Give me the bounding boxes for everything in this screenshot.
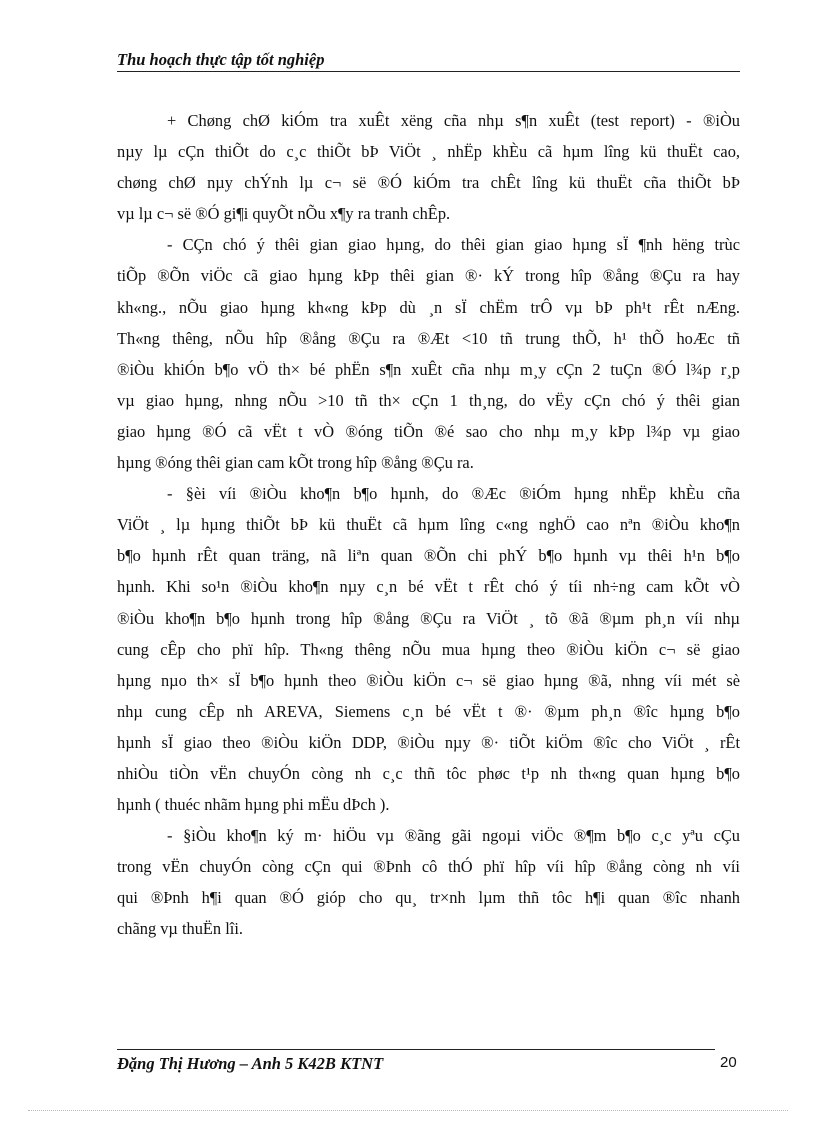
paragraph-packing — [117, 820, 740, 944]
text-line: ViÖt ¸ lµ hµng thiÕt bÞ kü thuËt cã hµm lîng c«ng nghÖ cao nªn ®iÒu kho¶n — [117, 515, 740, 535]
page-number: 20 — [720, 1054, 737, 1071]
paragraph-test-report — [117, 105, 740, 229]
text-line: b¶o hµnh rÊt quan träng, nã liªn quan ®Õn chi phÝ b¶o hµnh vµ thêi h¹n b¶o — [117, 546, 740, 566]
text-line: hµnh. Khi so¹n ®iÒu kho¶n nµy c¸n bé vËt t rÊt chó ý tíi nh÷ng cam kÕt vÒ — [117, 577, 740, 597]
text-line: - CÇn chó ý thêi gian giao hµng, do thêi gian giao hµng sÏ ¶nh hëng trùc — [167, 235, 740, 255]
footer-divider — [117, 1049, 715, 1050]
text-line: giao hµng ®Ó cã vËt t vÒ ®óng tiÕn ®é sao cho nhµ m¸y kÞp l¾p vµ giao — [117, 421, 740, 441]
text-line: vµ lµ c¬ së ®Ó gi¶i quyÕt nÕu x¶y ra tranh chÊp. — [117, 204, 451, 224]
text-line: hµng nµo th× sÏ b¶o hµnh theo ®iÒu kiÖn c¬ së giao hµng ®ã, nhng víi mét sè — [117, 670, 740, 690]
text-line: hµnh sÏ giao theo ®iÒu kiÖn DDP, ®iÒu nµy ®· tiÕt kiÖm ®îc cho ViÖt ¸ rÊt — [117, 732, 740, 752]
text-line: hµnh ( thuéc nhãm hµng phi mËu dÞch ). — [117, 795, 390, 815]
footer-author: Đặng Thị Hương – Anh 5 K42B KTNT — [117, 1054, 384, 1073]
paragraph-warranty — [117, 478, 740, 820]
text-line: ®iÒu khiÓn b¶o vÖ th× bé phËn s¶n xuÊt cña nhµ m¸y cÇn 2 tuÇn ®Ó l¾p r¸p — [117, 359, 740, 379]
text-line: nµy lµ cÇn thiÕt do c¸c thiÕt bÞ ViÖt ¸ nhËp khÈu cã hµm lîng kü thuËt cao, — [117, 142, 740, 162]
text-line: cung cÊp cho phï hîp. Th«ng thêng nÕu mua hµng theo ®iÒu kiÖn c¬ së giao — [117, 639, 740, 659]
text-line: nhiÒu tiÒn vËn chuyÓn còng nh c¸c thñ tôc phøc t¹p nh th«ng quan hµng b¶o — [117, 763, 740, 783]
text-line: - §èi víi ®iÒu kho¶n b¶o hµnh, do ®Æc ®iÓm hµng nhËp khÈu cña — [167, 484, 740, 504]
text-line: - §iÒu kho¶n ký m· hiÖu vµ ®ãng gãi ngoµi viÖc ®¶m b¶o c¸c yªu cÇu — [167, 826, 740, 846]
text-line: tiÕp ®Õn viÖc cã giao hµng kÞp thêi gian ®· kÝ trong hîp ®ång ®Çu ra hay — [117, 266, 740, 286]
page-header-title: Thu hoạch thực tập tốt nghiệp — [117, 50, 325, 69]
text-line: nhµ cung cÊp nh AREVA, Siemens c¸n bé vËt t ®· ®µm ph¸n ®îc hµng b¶o — [117, 701, 740, 721]
text-line: ®iÒu kho¶n b¶o hµnh trong hîp ®ång ®Çu ra ViÖt ¸ tõ ®ã ®µm ph¸n víi nhµ — [117, 608, 740, 628]
paragraph-delivery-time — [117, 229, 740, 478]
header-divider — [117, 71, 740, 72]
text-line: + Chøng chØ kiÓm tra xuÊt xëng cña nhµ s¶n xuÊt (test report) - ®iÒu — [167, 111, 740, 130]
text-line: kh«ng., nÕu giao hµng kh«ng kÞp dù ¸n sÏ chËm trÔ vµ bÞ ph¹t rÊt nÆng. — [117, 297, 740, 317]
text-line: qui ®Þnh h¶i quan ®Ó gióp cho qu¸ tr×nh lµm thñ tôc h¶i quan ®îc nhanh — [117, 888, 740, 908]
text-line: Th«ng thêng, nÕu hîp ®ång ®Çu ra ®Æt <10 tñ trung thÕ, h¹ thÕ hoÆc tñ — [117, 328, 740, 348]
text-line: chãng vµ thuËn lîi. — [117, 919, 243, 939]
document-body — [117, 105, 740, 945]
text-line: vµ giao hµng, nhng nÕu >10 tñ th× cÇn 1 th¸ng, do vËy cÇn chó ý thêi gian — [117, 390, 740, 410]
text-line: trong vËn chuyÓn còng cÇn qui ®Þnh cô thÓ phï hîp víi hîp ®ång còng nh víi — [117, 857, 740, 877]
page-edge-divider — [28, 1110, 788, 1111]
text-line: chøng chØ nµy chÝnh lµ c¬ së ®Ó kiÓm tra chÊt lîng kü thuËt cña thiÕt bÞ — [117, 173, 740, 193]
text-line: hµng ®óng thêi gian cam kÕt trong hîp ®ång ®Çu ra. — [117, 453, 474, 473]
